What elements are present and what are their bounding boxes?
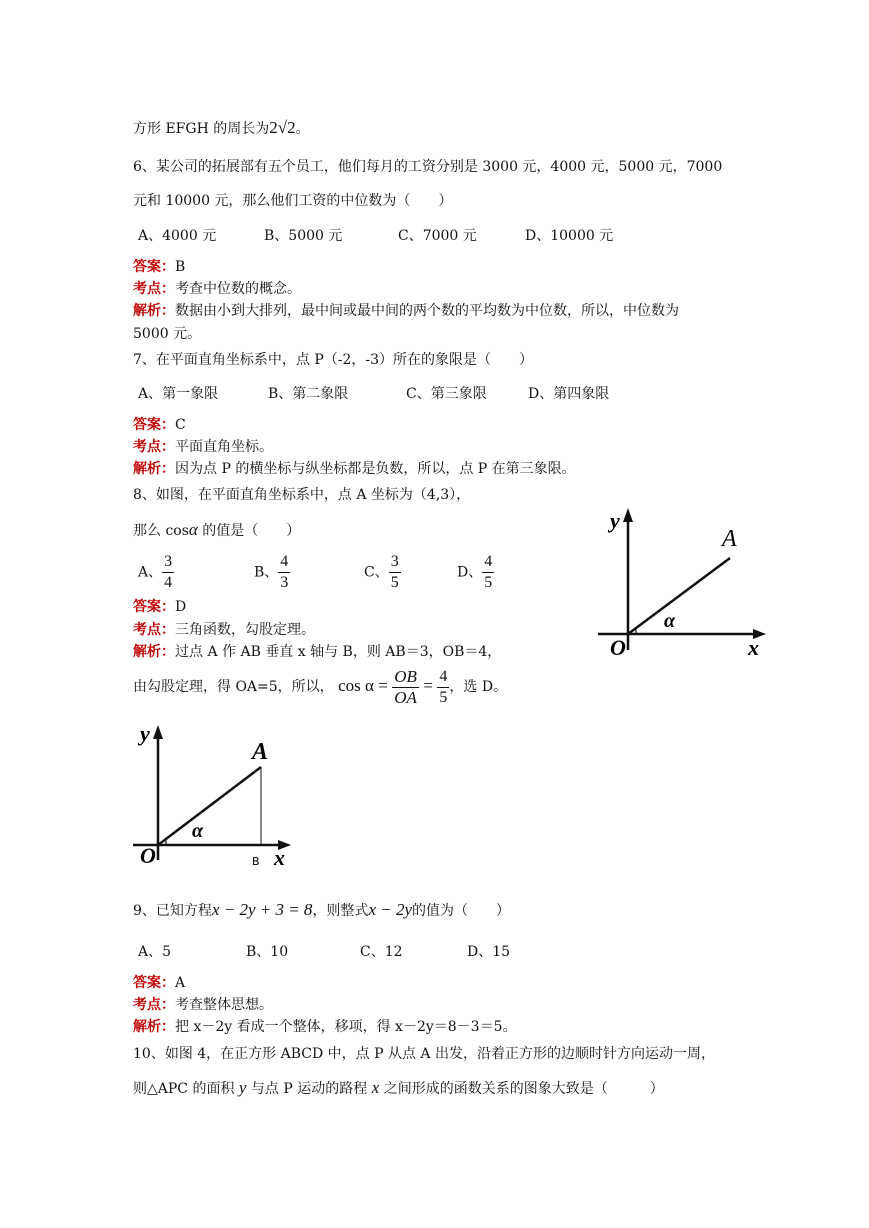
analysis-text-end: ，选 D。 [449, 679, 508, 695]
q10-line1: 10、如图 4，在正方形 ABCD 中，点 P 从点 A 出发，沿着正方形的边顺时针方向运动一周， [133, 1046, 715, 1062]
y-axis-arrow [623, 508, 633, 522]
q7-answer [133, 415, 186, 435]
q8-option-a [138, 552, 174, 593]
q8-answer [133, 597, 186, 617]
q8-line2 [133, 520, 300, 541]
q10-text-post: 之间形成的函数关系的图象大致是（ ） [379, 1081, 664, 1097]
q6-answer [133, 257, 185, 277]
cos-expression: cos α = [338, 676, 388, 695]
q6-analysis-2: 5000 元。 [133, 326, 202, 342]
analysis-text: 由勾股定理，得 OA=5，所以， [133, 679, 334, 695]
q8-figure-2 [128, 715, 308, 875]
ray-oa [158, 767, 261, 845]
q10-text-mid: 与点 P 运动的路程 [246, 1081, 372, 1097]
q6-option-d: D、10000 元 [525, 228, 614, 244]
q8-option-c [364, 552, 401, 593]
option-label: B、 [254, 564, 279, 581]
ray-oa [628, 558, 730, 634]
q6-line2: 元和 10000 元，那么他们工资的中位数为（ ） [133, 193, 453, 209]
equals-sign: = [423, 676, 433, 695]
analysis-label: 解析： [133, 644, 175, 660]
answer-value: B [175, 259, 186, 275]
y-label: y [610, 508, 620, 533]
fraction-4-5 [437, 667, 449, 708]
point-label: 考点： [133, 622, 175, 638]
var-x: x [371, 1078, 380, 1097]
q8-figure-1 [590, 500, 780, 665]
q9-text-mid: ，则整式 [312, 903, 369, 919]
q6-analysis [133, 301, 679, 321]
option-label: C、 [364, 564, 389, 581]
analysis-text: 把 x－2y 看成一个整体，移项，得 x－2y＝8－3＝5。 [175, 1019, 517, 1035]
q9-analysis [133, 1017, 517, 1037]
alpha-label: α [664, 610, 676, 632]
expression: x − 2y [368, 900, 412, 919]
point-value: 考查整体思想。 [175, 997, 273, 1013]
q7-analysis [133, 459, 576, 479]
numerator: 4 [437, 667, 449, 688]
point-label: 考点： [133, 439, 175, 455]
q9-option-b: B、10 [246, 944, 289, 960]
numerator: 4 [278, 552, 290, 573]
q6-option-c: C、7000 元 [398, 228, 477, 244]
q7-option-a: A、第一象限 [138, 386, 219, 402]
option-label: D、 [457, 564, 483, 581]
numerator: OB [394, 666, 417, 686]
q8-option-b [254, 552, 290, 593]
q8-analysis [133, 642, 501, 662]
answer-value: A [175, 975, 186, 991]
q6-option-b: B、5000 元 [264, 228, 343, 244]
q8-line2-post: 的值是（ ） [197, 523, 301, 539]
q8-option-d [457, 552, 494, 593]
q9-answer [133, 973, 185, 993]
q7-line1: 7、在平面直角坐标系中，点 P（-2，-3）所在的象限是（ ） [133, 352, 534, 368]
analysis-label: 解析： [133, 303, 175, 319]
q9-line1 [133, 900, 510, 921]
q9-option-a: A、5 [138, 944, 172, 960]
origin-label: O [140, 843, 156, 868]
analysis-text: 因为点 P 的横坐标与纵坐标都是负数，所以，点 P 在第三象限。 [175, 461, 576, 477]
alpha-label: α [192, 820, 204, 842]
top-line-end: 。 [295, 121, 310, 137]
point-value: 平面直角坐标。 [175, 439, 273, 455]
denominator: 4 [164, 574, 173, 591]
denominator: 5 [390, 574, 399, 591]
q9-text-post: 的值为（ ） [412, 903, 510, 919]
point-b-label: B [252, 855, 260, 868]
q7-option-b: B、第二象限 [268, 386, 349, 402]
answer-label: 答案： [133, 975, 175, 991]
fraction [389, 552, 401, 593]
fraction [482, 552, 494, 593]
answer-label: 答案： [133, 599, 175, 615]
option-label: A、 [138, 564, 163, 581]
fraction-ob-oa [392, 667, 419, 708]
q7-option-c: C、第三象限 [406, 386, 487, 402]
x-label: x [274, 845, 285, 870]
q9-option-d: D、15 [467, 944, 511, 960]
q8-line1: 8、如图，在平面直角坐标系中，点 A 坐标为（4,3）， [133, 487, 471, 503]
fraction [162, 552, 174, 593]
numerator: 4 [482, 552, 494, 573]
answer-label: 答案： [133, 259, 175, 275]
q10-line2 [133, 1078, 664, 1099]
var-y: y [238, 1078, 247, 1097]
point-label: 考点： [133, 281, 175, 297]
y-axis-arrow [153, 725, 163, 739]
answer-value: D [175, 599, 187, 615]
q9-option-c: C、12 [360, 944, 403, 960]
perimeter-value: 2√2 [269, 118, 296, 137]
fraction [278, 552, 290, 593]
point-value: 考查中位数的概念。 [175, 281, 301, 297]
denominator: 5 [484, 574, 493, 591]
denominator: 3 [280, 574, 289, 591]
q6-line1: 6、某公司的拓展部有五个员工，他们每月的工资分别是 3000 元，4000 元，5000 元，7000 [133, 159, 723, 175]
analysis-text: 过点 A 作 AB 垂直 x 轴与 B，则 AB＝3，OB＝4， [175, 644, 502, 660]
origin-label: O [610, 635, 626, 660]
q9-point [133, 995, 273, 1015]
q6-point [133, 279, 301, 299]
top-line-text: 方形 EFGH 的周长为 [133, 121, 270, 137]
q7-option-d: D、第四象限 [528, 386, 610, 402]
q8-point [133, 620, 315, 640]
point-a-label: A [722, 526, 737, 552]
alpha-symbol: α [188, 520, 198, 539]
point-a-label: A [252, 739, 269, 765]
answer-value: C [175, 417, 186, 433]
analysis-text: 数据由小到大排列，最中间或最中间的两个数的平均数为中位数，所以，中位数为 [175, 303, 679, 319]
numerator: 3 [389, 552, 401, 573]
analysis-label: 解析： [133, 461, 175, 477]
answer-label: 答案： [133, 417, 175, 433]
y-label: y [140, 721, 150, 746]
top-line [133, 118, 310, 139]
q8-line2-pre: 那么 cos [133, 523, 189, 539]
point-label: 考点： [133, 997, 175, 1013]
x-label: x [748, 635, 759, 660]
denominator: OA [394, 687, 417, 707]
q10-text-pre: 则△APC 的面积 [133, 1081, 239, 1097]
denominator: 5 [439, 688, 448, 706]
q8-analysis-2 [133, 665, 507, 707]
q6-option-a: A、4000 元 [138, 228, 217, 244]
q9-text-pre: 9、已知方程 [133, 903, 212, 919]
q7-point [133, 437, 273, 457]
numerator: 3 [162, 552, 174, 573]
point-value: 三角函数，勾股定理。 [175, 622, 315, 638]
analysis-label: 解析： [133, 1019, 175, 1035]
equation: x − 2y + 3 = 8 [211, 900, 313, 919]
